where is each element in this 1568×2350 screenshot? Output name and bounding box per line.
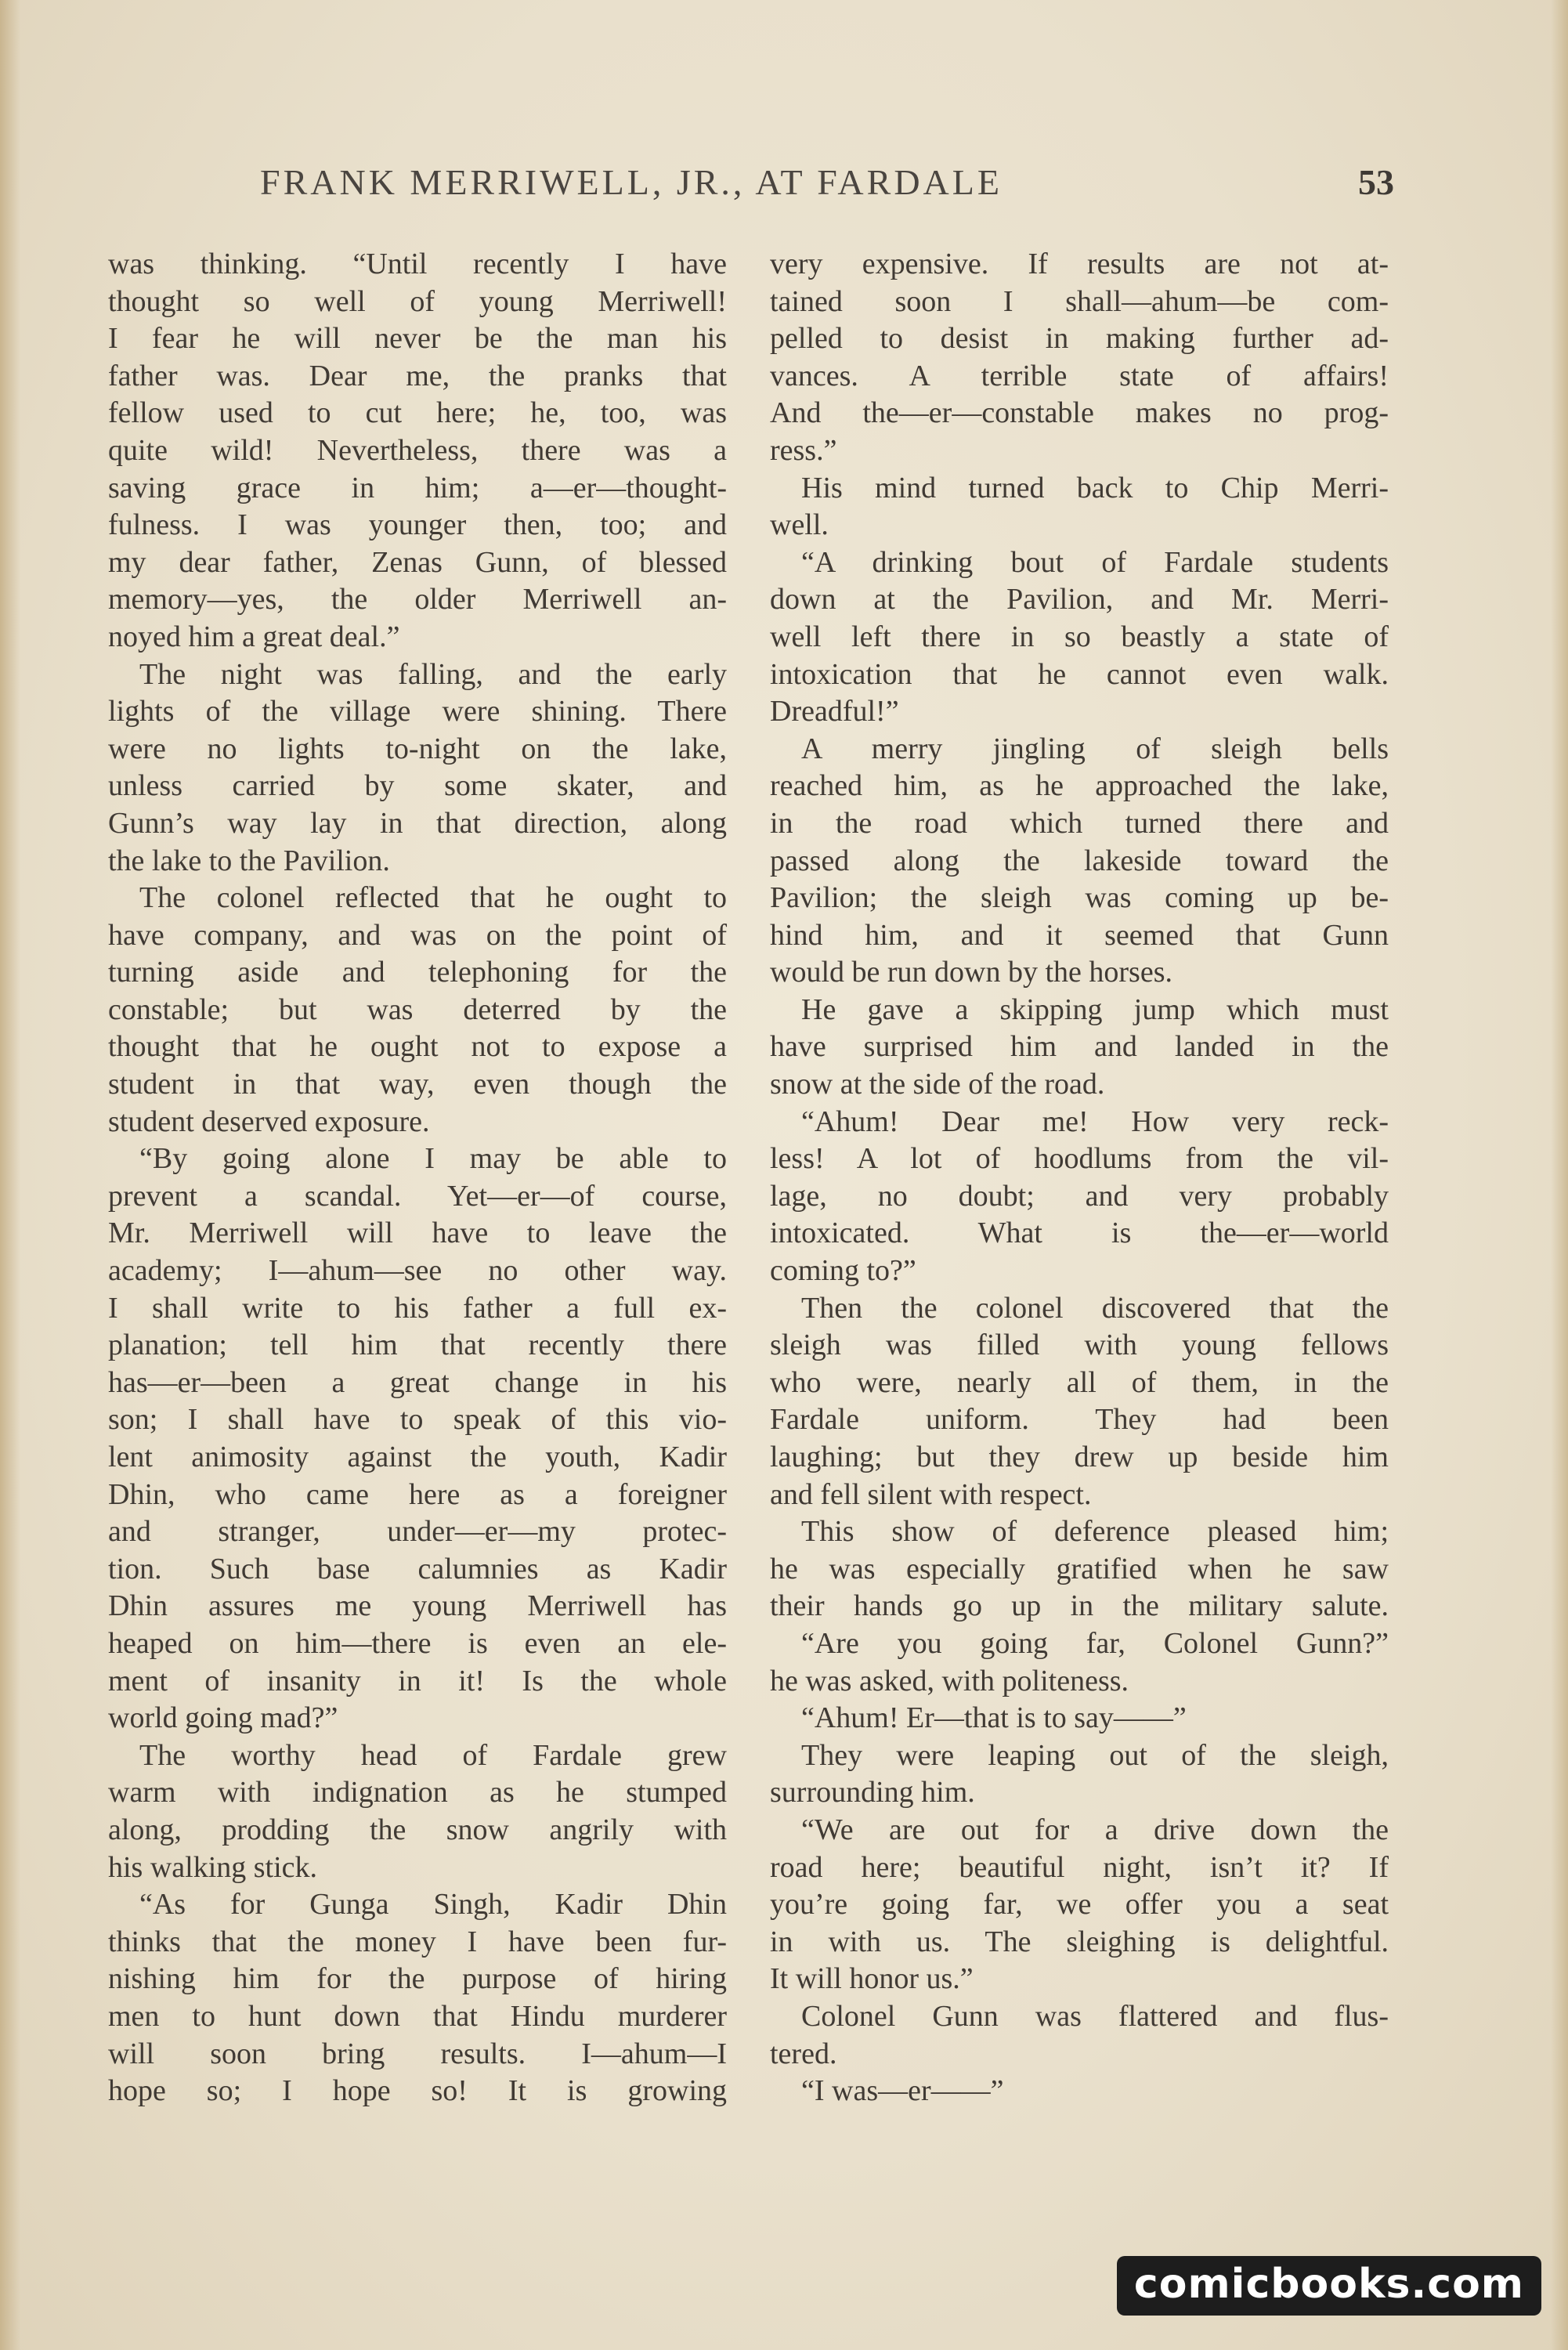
text-line: very expensive. If results are not at- xyxy=(770,248,1389,280)
text-line: Gunn’s way lay in that direction, along xyxy=(108,806,727,840)
text-line: fulness. I was younger then, too; and xyxy=(108,508,727,542)
text-line: his walking stick. xyxy=(108,1850,318,1884)
text-column-right xyxy=(770,246,1389,2110)
text-line: have surprised him and landed in the xyxy=(770,1030,1389,1064)
text-line: well left there in so beastly a state of xyxy=(770,620,1389,653)
text-line: my dear father, Zenas Gunn, of blessed xyxy=(108,545,727,579)
text-line: along, prodding the snow angrily with xyxy=(108,1813,727,1846)
text-line: thought that he ought not to expose a xyxy=(108,1030,727,1064)
text-line: vances. A terrible state of affairs! xyxy=(770,359,1389,392)
text-line: thinks that the money I have been fur- xyxy=(108,1925,727,1958)
text-line: their hands go up in the military salute. xyxy=(770,1589,1389,1623)
page-header xyxy=(243,161,1394,216)
text-line: thought so well of young Merriwell! xyxy=(108,284,727,318)
text-line: tained soon I shall—ahum—be com- xyxy=(770,284,1389,318)
text-line: ment of insanity in it! Is the whole xyxy=(108,1664,727,1697)
text-line: Then the colonel discovered that the xyxy=(801,1291,1389,1325)
text-line: less! A lot of hoodlums from the vil- xyxy=(770,1142,1389,1176)
text-line: he was especially gratified when he saw xyxy=(770,1552,1389,1585)
text-line: tered. xyxy=(770,2037,837,2070)
text-line: was thinking. “Until recently I have xyxy=(108,248,727,280)
text-line: son; I shall have to speak of this vio- xyxy=(108,1403,727,1437)
text-line: who were, nearly all of them, in the xyxy=(770,1365,1389,1399)
text-line: and stranger, under—er—my protec- xyxy=(108,1515,727,1549)
text-line: snow at the side of the road. xyxy=(770,1068,1105,1101)
text-line: pelled to desist in making further ad- xyxy=(770,322,1389,356)
text-line: memory—yes, the older Merriwell an- xyxy=(108,583,727,616)
text-line: constable; but was deterred by the xyxy=(108,992,727,1026)
text-line: reached him, as he approached the lake, xyxy=(770,769,1389,803)
text-line: unless carried by some skater, and xyxy=(108,769,727,803)
text-line: quite wild! Nevertheless, there was a xyxy=(108,433,727,467)
text-line: have company, and was on the point of xyxy=(108,918,727,952)
text-line: I fear he will never be the man his xyxy=(108,322,727,356)
text-line: “Are you going far, Colonel Gunn?” xyxy=(801,1626,1389,1660)
text-line: And the—er—constable makes no prog- xyxy=(770,396,1389,430)
text-line: It will honor us.” xyxy=(770,1962,974,1996)
text-line: turning aside and telephoning for the xyxy=(108,956,727,989)
text-line: noyed him a great deal.” xyxy=(108,620,400,653)
text-line: student in that way, even though the xyxy=(108,1068,727,1101)
text-line: “As for Gunga Singh, Kadir Dhin xyxy=(139,1888,727,1922)
text-line: saving grace in him; a—er—thought- xyxy=(108,471,727,504)
text-line: Dhin, who came here as a foreigner xyxy=(108,1477,727,1511)
text-line: This show of deference pleased him; xyxy=(801,1515,1389,1549)
page-number: 53 xyxy=(1358,162,1394,202)
text-line: The colonel reflected that he ought to xyxy=(139,881,727,915)
text-line: in with us. The sleighing is delightful. xyxy=(770,1925,1389,1958)
text-line: lights of the village were shining. There xyxy=(108,695,727,728)
text-line: Fardale uniform. They had been xyxy=(770,1403,1389,1437)
text-line: and fell silent with respect. xyxy=(770,1477,1092,1511)
text-line: Dreadful!” xyxy=(770,695,899,728)
text-line: warm with indignation as he stumped xyxy=(108,1776,727,1810)
text-line: The worthy head of Fardale grew xyxy=(139,1738,727,1772)
text-line: heaped on him—there is even an ele- xyxy=(108,1626,727,1660)
text-line: planation; tell him that recently there xyxy=(108,1329,727,1362)
text-line: “Ahum! Dear me! How very reck- xyxy=(801,1104,1389,1138)
text-line: you’re going far, we offer you a seat xyxy=(770,1888,1389,1922)
text-line: down at the Pavilion, and Mr. Merri- xyxy=(770,583,1389,616)
text-line: lent animosity against the youth, Kadir xyxy=(108,1441,727,1473)
text-line: will soon bring results. I—ahum—I xyxy=(108,2037,727,2070)
text-line: sleigh was filled with young fellows xyxy=(770,1329,1389,1362)
text-line: prevent a scandal. Yet—er—of course, xyxy=(108,1179,727,1213)
text-line: Colonel Gunn was flattered and flus- xyxy=(801,1999,1389,2033)
text-column-left xyxy=(108,246,727,2110)
running-title: FRANK MERRIWELL, JR., AT FARDALE xyxy=(260,162,1003,202)
watermark-logo: comicbooks.com xyxy=(1117,2256,1541,2316)
text-line: world going mad?” xyxy=(108,1701,338,1735)
text-line: “By going alone I may be able to xyxy=(139,1142,727,1176)
page-edge-right xyxy=(1551,0,1568,2350)
text-line: father was. Dear me, the pranks that xyxy=(108,359,727,392)
text-line: would be run down by the horses. xyxy=(770,956,1172,989)
text-line: Mr. Merriwell will have to leave the xyxy=(108,1217,727,1250)
text-line: he was asked, with politeness. xyxy=(770,1664,1129,1697)
text-line: laughing; but they drew up beside him xyxy=(770,1441,1389,1473)
text-line: passed along the lakeside toward the xyxy=(770,844,1389,877)
text-line: intoxication that he cannot even walk. xyxy=(770,657,1389,691)
text-line: “Ahum! Er—that is to say——” xyxy=(801,1701,1187,1735)
text-line: hope so; I hope so! It is growing xyxy=(108,2074,727,2108)
text-line: academy; I—ahum—see no other way. xyxy=(108,1254,727,1288)
text-line: fellow used to cut here; he, too, was xyxy=(108,396,727,430)
text-line: “A drinking bout of Fardale students xyxy=(801,545,1389,579)
text-line: He gave a skipping jump which must xyxy=(801,992,1389,1026)
text-line: His mind turned back to Chip Merri- xyxy=(801,471,1389,504)
text-line: men to hunt down that Hindu murderer xyxy=(108,1999,727,2033)
text-line: The night was falling, and the early xyxy=(139,657,727,691)
text-line: intoxicated. What is the—er—world xyxy=(770,1217,1389,1250)
text-line: the lake to the Pavilion. xyxy=(108,844,390,877)
text-line: lage, no doubt; and very probably xyxy=(770,1179,1389,1213)
text-line: “I was—er——” xyxy=(801,2074,1004,2108)
text-line: They were leaping out of the sleigh, xyxy=(801,1738,1389,1772)
text-line: in the road which turned there and xyxy=(770,806,1389,840)
text-line: road here; beautiful night, isn’t it? If xyxy=(770,1850,1389,1884)
text-line: tion. Such base calumnies as Kadir xyxy=(108,1552,727,1585)
text-line: hind him, and it seemed that Gunn xyxy=(770,918,1389,952)
text-line: “We are out for a drive down the xyxy=(801,1813,1389,1846)
text-line: has—er—been a great change in his xyxy=(108,1365,727,1399)
text-line: A merry jingling of sleigh bells xyxy=(801,732,1389,765)
text-line: I shall write to his father a full ex- xyxy=(108,1291,727,1325)
text-line: surrounding him. xyxy=(770,1776,975,1810)
text-line: Pavilion; the sleigh was coming up be- xyxy=(770,881,1389,915)
text-line: nishing him for the purpose of hiring xyxy=(108,1962,727,1996)
text-line: ress.” xyxy=(770,433,837,467)
text-line: coming to?” xyxy=(770,1254,916,1288)
text-line: were no lights to-night on the lake, xyxy=(108,732,727,765)
page-edge-left xyxy=(0,0,20,2350)
text-line: student deserved exposure. xyxy=(108,1104,430,1138)
text-line: well. xyxy=(770,508,829,542)
text-line: Dhin assures me young Merriwell has xyxy=(108,1589,727,1623)
